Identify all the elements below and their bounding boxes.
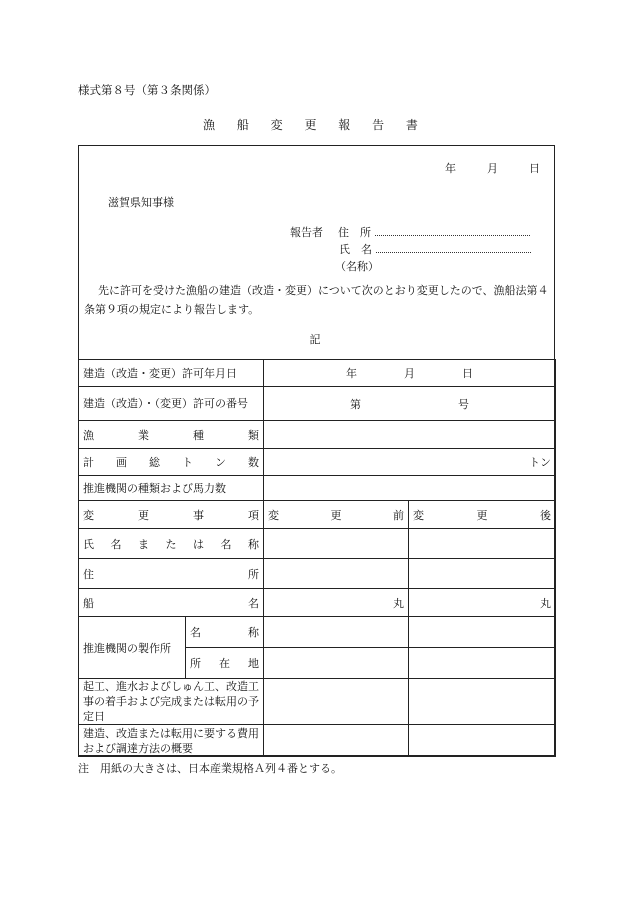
permit-date-value	[264, 360, 556, 387]
maker-location-after	[409, 648, 556, 679]
schedule-before	[264, 679, 409, 725]
body-text: 先に許可を受けた漁船の建造（改造・変更）について次のとおり変更したので、漁船法第４条第９項の規定により報告します。	[84, 284, 549, 316]
table-row	[79, 360, 556, 387]
reporter-block	[290, 224, 531, 275]
table-row	[79, 501, 556, 529]
permit-year: 年	[346, 367, 357, 380]
tonnage-label: 計画総トン数	[79, 449, 264, 476]
change-item-header: 変更事項	[79, 501, 264, 529]
note: 注 用紙の大きさは、日本産業規格Ａ列４番とする。	[78, 762, 342, 775]
permit-month: 月	[404, 367, 415, 380]
table-row	[79, 529, 556, 559]
table-row	[79, 421, 556, 449]
date-day: 日	[529, 162, 540, 175]
permit-date-label: 建造（改造・変更）許可年月日	[79, 360, 264, 387]
maker-name-after	[409, 617, 556, 648]
fishery-type-label: 漁業種類	[79, 421, 264, 449]
before-header: 変更前	[264, 501, 409, 529]
schedule-label: 起工、進水およびしゅん工、改造工事の着手および完成または転用の予定日	[79, 679, 264, 725]
table-row	[79, 589, 556, 617]
reporter-name-alt: （名称）	[335, 260, 379, 273]
table-row	[79, 387, 556, 421]
cost-before	[264, 725, 409, 757]
address-after	[409, 559, 556, 589]
maker-name-label: 名称	[186, 617, 264, 648]
ki-label: 記	[309, 333, 321, 346]
cost-label: 建造、改造または転用に要する費用および調達方法の概要	[79, 725, 264, 757]
tonnage-unit: トン	[264, 449, 556, 476]
permit-number-value	[264, 387, 556, 421]
after-header: 変更後	[409, 501, 556, 529]
engine-value	[264, 476, 556, 501]
cost-after	[409, 725, 556, 757]
table-row	[79, 679, 556, 725]
ship-name-label: 船名	[79, 589, 264, 617]
reporter-name-label: 氏 名	[339, 243, 372, 256]
ship-name-after: 丸	[409, 589, 556, 617]
table-row	[79, 725, 556, 757]
maker-label: 推進機関の製作所	[79, 617, 186, 679]
table-row	[79, 559, 556, 589]
form-number: 様式第８号（第３条関係）	[78, 83, 216, 97]
reporter-address-label: 住 所	[338, 226, 371, 239]
permit-no-suffix: 号	[458, 397, 469, 411]
address-dotted-line	[375, 226, 530, 236]
ship-name-before: 丸	[264, 589, 409, 617]
address-before	[264, 559, 409, 589]
maker-location-label: 所在地	[186, 648, 264, 679]
name-before	[264, 529, 409, 559]
table-row	[79, 617, 556, 648]
name-dotted-line	[376, 243, 531, 253]
document-title: 漁 船 変 更 報 告 書	[203, 118, 427, 132]
report-table	[78, 359, 556, 757]
maker-name-before	[264, 617, 409, 648]
name-label: 氏名または名称	[79, 529, 264, 559]
fishery-type-value	[264, 421, 556, 449]
schedule-after	[409, 679, 556, 725]
permit-day: 日	[462, 367, 473, 380]
permit-number-label: 建造（改造）・（変更）許可の番号	[79, 387, 264, 421]
date-year: 年	[445, 162, 456, 175]
addressee: 滋賀県知事様	[108, 196, 174, 209]
engine-label: 推進機関の種類および馬力数	[79, 476, 264, 501]
table-row	[79, 476, 556, 501]
table-row	[79, 449, 556, 476]
date-month: 月	[487, 162, 498, 175]
permit-no-prefix: 第	[350, 397, 361, 411]
address-label: 住所	[79, 559, 264, 589]
report-date	[445, 160, 540, 176]
reporter-label: 報告者	[290, 226, 323, 239]
name-after	[409, 529, 556, 559]
maker-location-before	[264, 648, 409, 679]
